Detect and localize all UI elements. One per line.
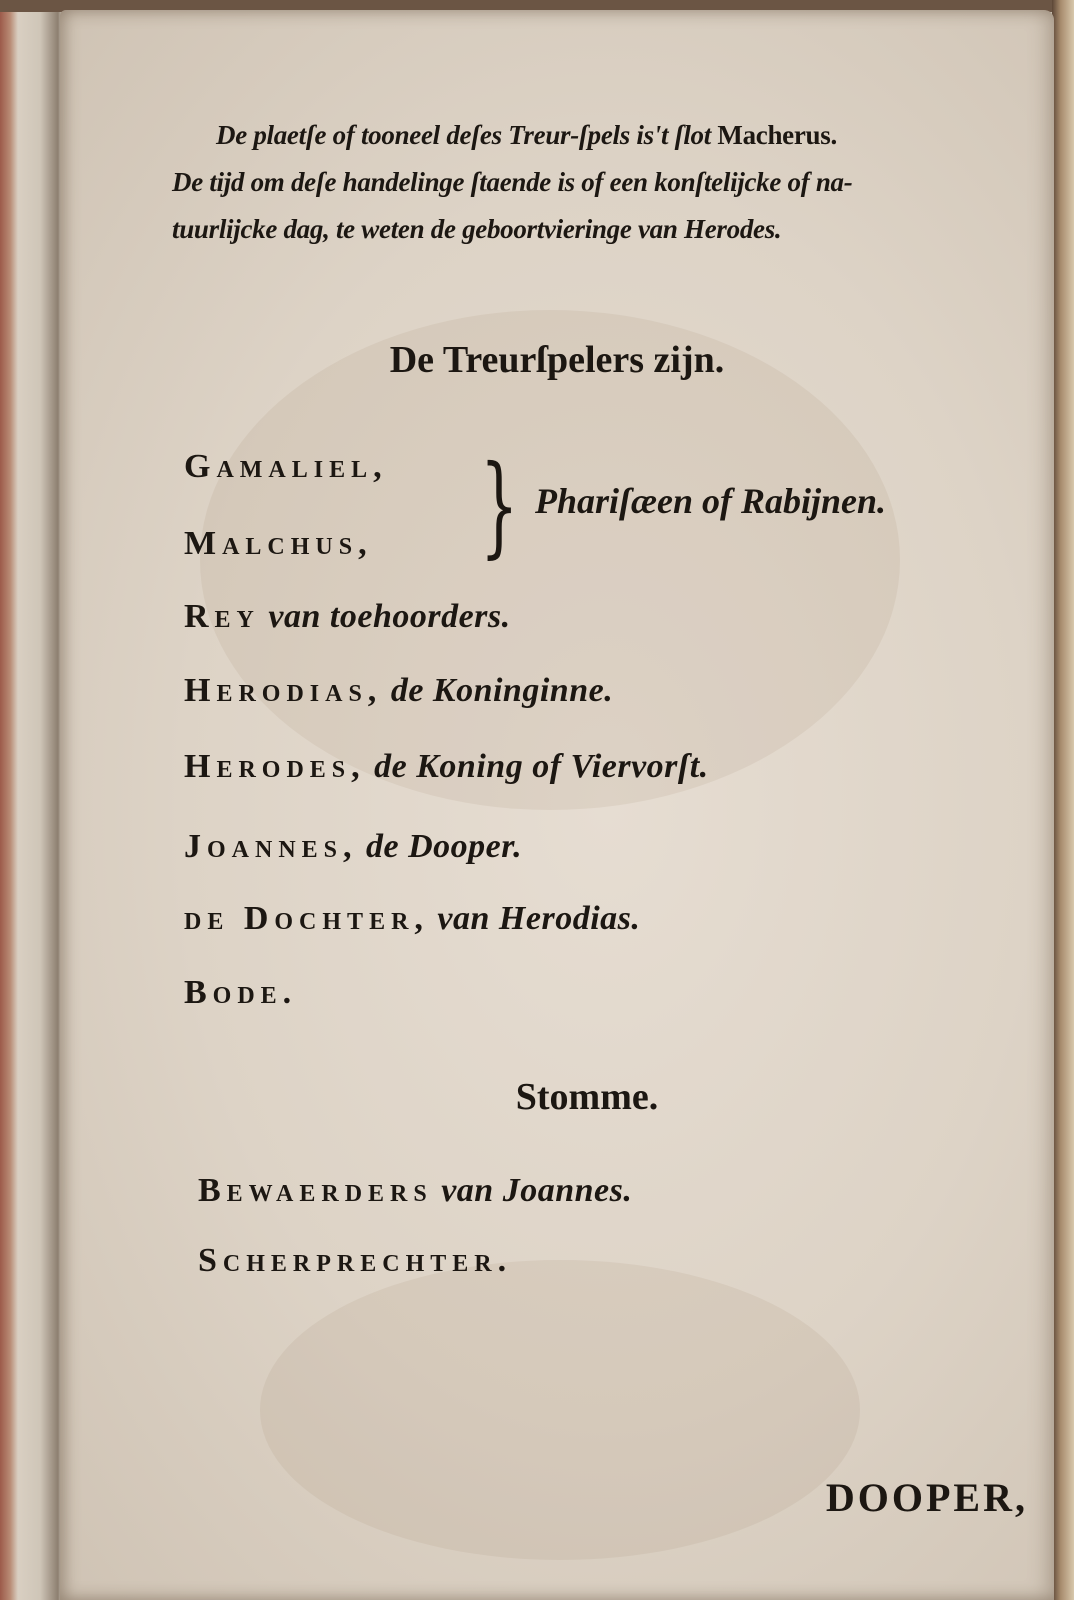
cast-entry	[184, 900, 640, 938]
mute-name: Scherprechter.	[198, 1242, 513, 1279]
cast-description: de Koninginne.	[390, 672, 614, 709]
setting-note	[172, 112, 1022, 253]
cast-name: Gamaliel,	[184, 448, 388, 485]
mute-entry	[198, 1242, 512, 1280]
cast-description: van toehoorders.	[268, 598, 511, 635]
brace-label: Phariſæen of Rabijnen.	[535, 481, 887, 521]
cast-description: de Koning of Viervorſt.	[374, 748, 709, 785]
grouping-brace: }	[480, 441, 519, 569]
cast-entry	[184, 598, 511, 636]
cast-description: de Dooper.	[366, 828, 523, 865]
cast-name: de Dochter,	[184, 900, 429, 937]
cast-name: Malchus,	[184, 525, 373, 562]
cast-heading: De Treurſpelers zijn.	[389, 339, 725, 381]
mute-entry	[198, 1172, 632, 1210]
book-right-edge	[1052, 0, 1074, 1600]
cast-entry	[184, 525, 373, 563]
cast-entry	[184, 974, 297, 1012]
cast-entry	[184, 448, 388, 486]
mutes-heading: Stomme.	[515, 1076, 659, 1118]
cast-name: Joannes,	[184, 828, 358, 865]
cast-name: Rey	[184, 598, 260, 635]
paper-stain	[260, 1260, 860, 1560]
mute-description: van Joannes.	[441, 1172, 633, 1209]
cast-name: Herodias,	[184, 672, 383, 709]
cast-name: Bode.	[184, 974, 298, 1011]
cast-description: van Herodias.	[437, 900, 641, 937]
setting-note-line-1: De plaetſe of tooneel deſes Treur-ſpels is't ſlot Macherus.	[216, 120, 837, 150]
catchword: DOOPER,	[825, 1475, 1028, 1520]
mute-name: Bewaerders	[198, 1172, 433, 1209]
cast-entry	[184, 748, 709, 786]
cast-entry	[184, 672, 613, 710]
setting-note-line-2: De tijd om deſe handelinge ſtaende is of een konſtelijcke of na-	[172, 167, 853, 197]
setting-note-line-3: tuurlijcke dag, te weten de geboortvieringe van Herodes.	[172, 214, 782, 244]
cast-name: Herodes,	[184, 748, 366, 785]
cast-entry	[184, 828, 522, 866]
book-page	[60, 10, 1054, 1600]
